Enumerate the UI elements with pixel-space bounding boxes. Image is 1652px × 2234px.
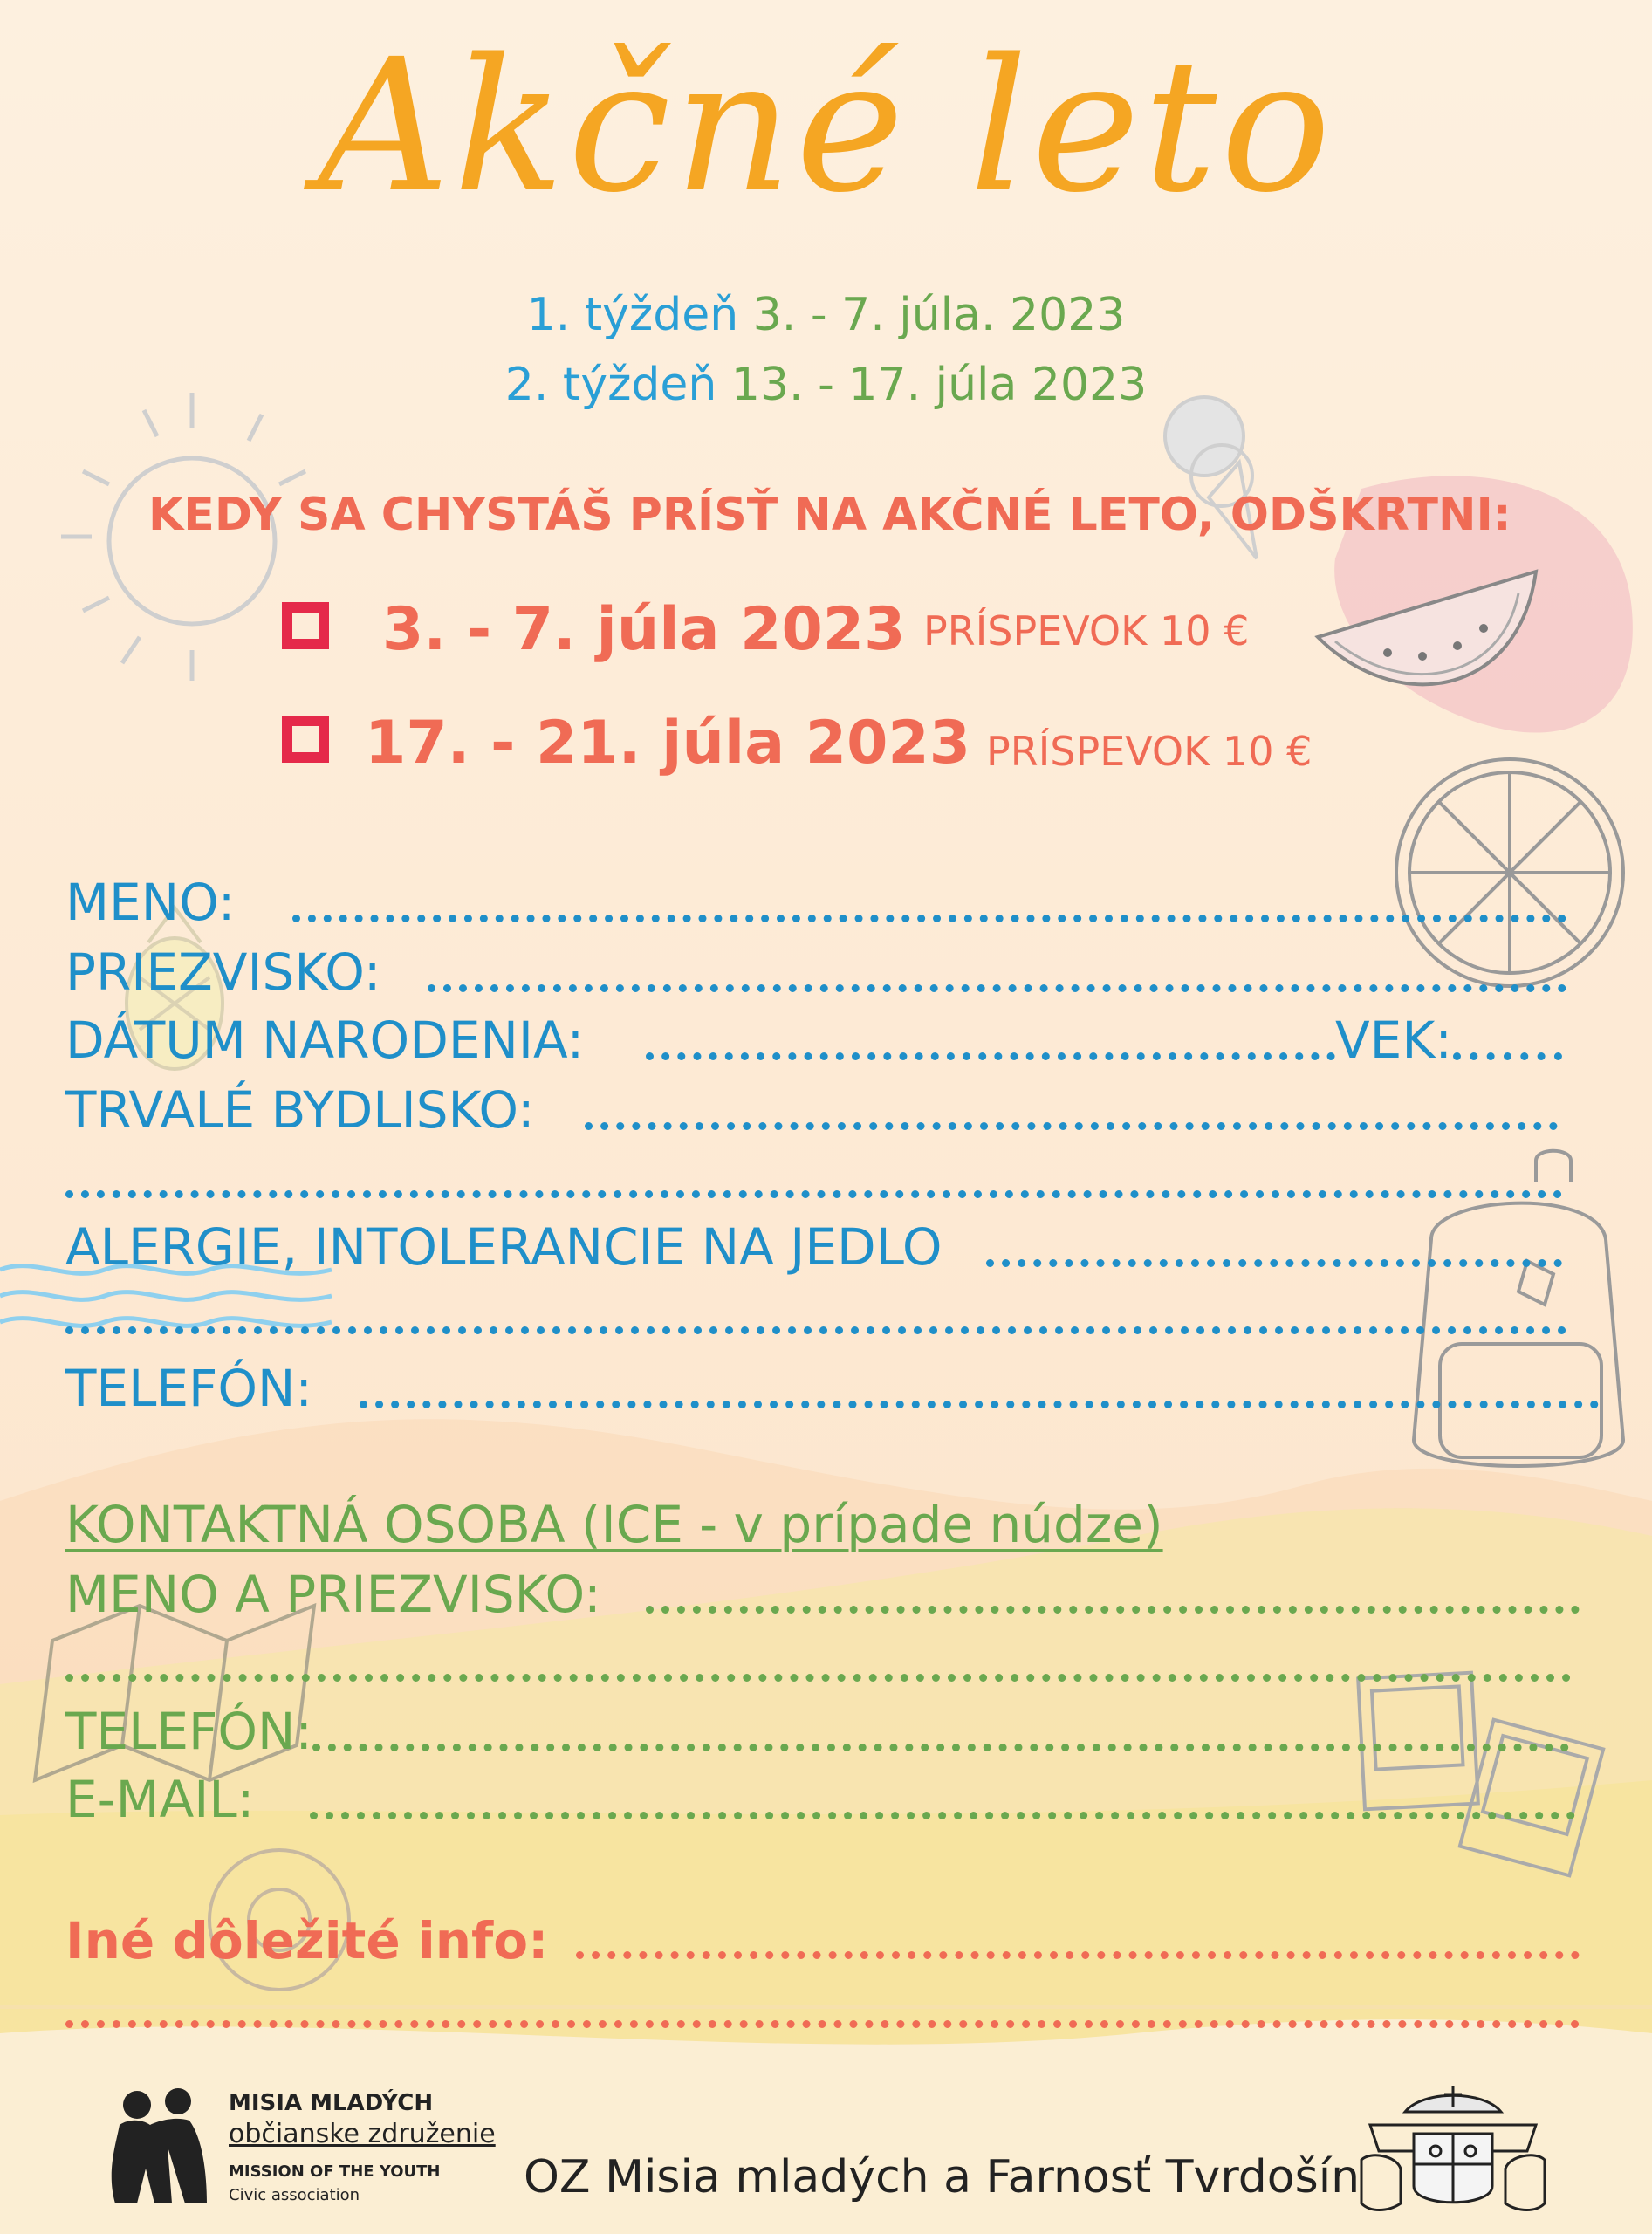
option-2-dates: 17. - 21. júla 2023 [365,709,971,778]
contact-email-field[interactable] [310,1812,1575,1819]
week-1-dates: 3. - 7. júla. 2023 [752,289,1126,341]
contact-email-label: E-MAIL: [65,1770,255,1829]
page-title: Akčné leto [317,19,1335,233]
meno-label: MENO: [65,873,236,932]
meno-field[interactable] [292,915,1566,922]
datum-narodenia-label: DÁTUM NARODENIA: [65,1011,585,1070]
logo-line-4: Civic association [229,2186,360,2204]
vek-label: VEK: [1335,1011,1452,1070]
vek-field[interactable] [1453,1052,1562,1060]
contact-meno-field[interactable] [646,1606,1580,1614]
telefon-field[interactable] [360,1401,1599,1408]
telefon-label: TELEFÓN: [65,1359,312,1418]
week-2-line [0,359,1652,411]
other-info-field[interactable] [576,1951,1580,1959]
logo-line-2: občianske združenie [229,2119,496,2149]
bydlisko-field[interactable] [585,1122,1558,1130]
bydlisko-label: TRVALÉ BYDLISKO: [65,1080,535,1140]
attendance-question: KEDY SA CHYSTÁŠ PRÍSŤ NA AKČNÉ LETO, ODŠKRTNI: [148,489,1511,541]
priezvisko-field[interactable] [428,984,1566,992]
coat-of-arms-icon [1353,2081,1553,2225]
week-2-dates: 13. - 17. júla 2023 [730,359,1148,411]
contact-telefon-field[interactable] [312,1744,1569,1751]
footer-organizers: OZ Misia mladých a Farnosť Tvrdošín [524,2151,1361,2203]
option-1-dates: 3. - 7. júla 2023 [382,595,906,664]
logo-line-3: MISSION OF THE YOUTH [229,2162,441,2181]
misia-mladych-logo-icon [98,2086,220,2208]
orange-slice-icon [1396,759,1623,986]
contact-meno-label: MENO A PRIEZVISKO: [65,1565,601,1624]
datum-narodenia-field[interactable] [646,1052,1335,1060]
option-1-fee: PRÍSPEVOK 10 € [923,607,1250,654]
contact-meno-field-line-2[interactable] [65,1674,1571,1682]
week-2-label: 2. týždeň [504,359,717,411]
logo-line-1: MISIA MLADÝCH [229,2090,434,2116]
alergie-field-line-2[interactable] [65,1326,1566,1334]
other-info-field-line-2[interactable] [65,2020,1580,2028]
alergie-label: ALERGIE, INTOLERANCIE NA JEDLO [65,1217,943,1277]
week-1-line [0,289,1652,341]
contact-heading: KONTAKTNÁ OSOBA (ICE - v prípade núdze) [65,1495,1163,1554]
other-info-label: Iné dôležité info: [65,1911,549,1970]
checkbox-week-2[interactable] [282,716,329,763]
checkbox-week-1[interactable] [282,602,329,649]
contact-telefon-label: TELEFÓN: [65,1702,312,1761]
week-1-label: 1. týždeň [526,289,739,341]
priezvisko-label: PRIEZVISKO: [65,942,381,1002]
option-2-fee: PRÍSPEVOK 10 € [986,728,1313,775]
alergie-field[interactable] [986,1259,1562,1267]
bydlisko-field-line-2[interactable] [65,1190,1562,1198]
